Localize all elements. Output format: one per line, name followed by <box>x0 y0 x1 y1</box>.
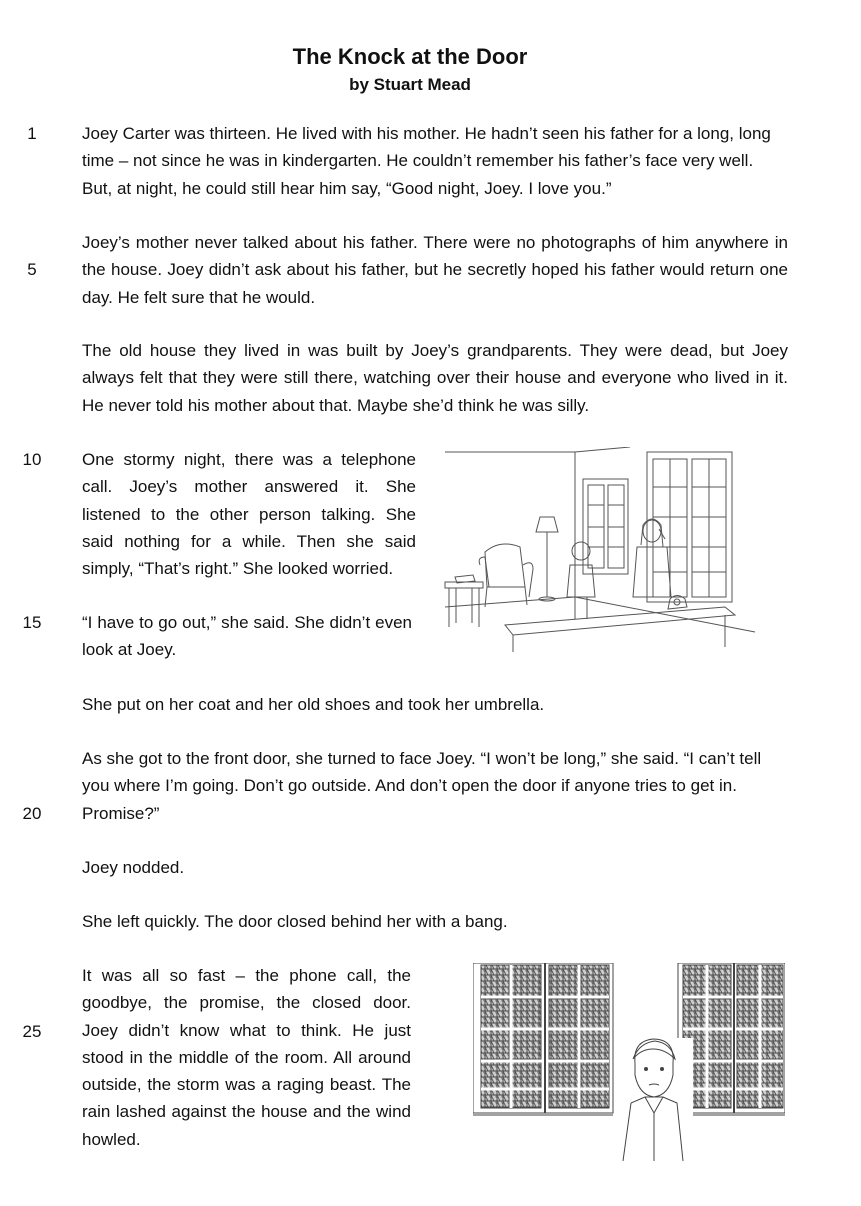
paragraph-1: Joey Carter was thirteen. He lived with his mother. He hadn’t seen his father for a long, long time – not since he was in kindergarten. He couldn’t remember his father’s face very well. But, at night, he could still hear him say, “Good night, Joey. I love you.” <box>82 124 771 198</box>
paragraph-5: “I have to go out,” she said. She didn’t even look at Joey. <box>82 613 412 660</box>
line-number-10: 10 <box>22 450 42 469</box>
illustration-joey-storm <box>473 963 785 1161</box>
line-number-5: 5 <box>27 260 37 279</box>
paragraph-10: It was all so fast – the phone call, the goodbye, the promise, the closed door. Joey didn’t know what to think. He just stood in the middle of the room. All around outside, the storm was a raging beast. The rain lashed against the house and the wind howled. <box>82 966 411 1149</box>
line-number-25: 25 <box>22 1022 42 1041</box>
line-number-20: 20 <box>22 804 42 823</box>
paragraph-7: As she got to the front door, she turned to face Joey. “I won’t be long,” she said. “I can’t tell you where I’m going. Don’t go outside. And don’t open the door if anyone tries to get in. Promise?” <box>82 749 762 823</box>
story-byline: by Stuart Mead <box>349 75 471 94</box>
line-number-15: 15 <box>22 613 42 632</box>
paragraph-9: She left quickly. The door closed behind her with a bang. <box>82 912 508 931</box>
paragraph-4: One stormy night, there was a telephone call. Joey’s mother answered it. She listened to the other person talking. She said nothing for a while. Then she said simply, “That’s right.” She looked worried. <box>82 450 416 579</box>
story-title: The Knock at the Door <box>292 44 528 69</box>
paragraph-2: Joey’s mother never talked about his father. There were no photographs of him anywhere in the house. Joey didn’t ask about his father, but he secretly hoped his father would return one day. He felt sure that he would. <box>82 233 788 307</box>
paragraph-3: The old house they lived in was built by Joey’s grandparents. They were dead, but Joey always felt that they were still there, watching over their house and everyone who lived in it. He never told his mother about that. Maybe she’d think he was silly. <box>82 341 788 415</box>
line-number-1: 1 <box>27 124 37 143</box>
illustration-living-room <box>425 447 760 652</box>
paragraph-8: Joey nodded. <box>82 858 185 877</box>
paragraph-6: She put on her coat and her old shoes and took her umbrella. <box>82 695 545 714</box>
